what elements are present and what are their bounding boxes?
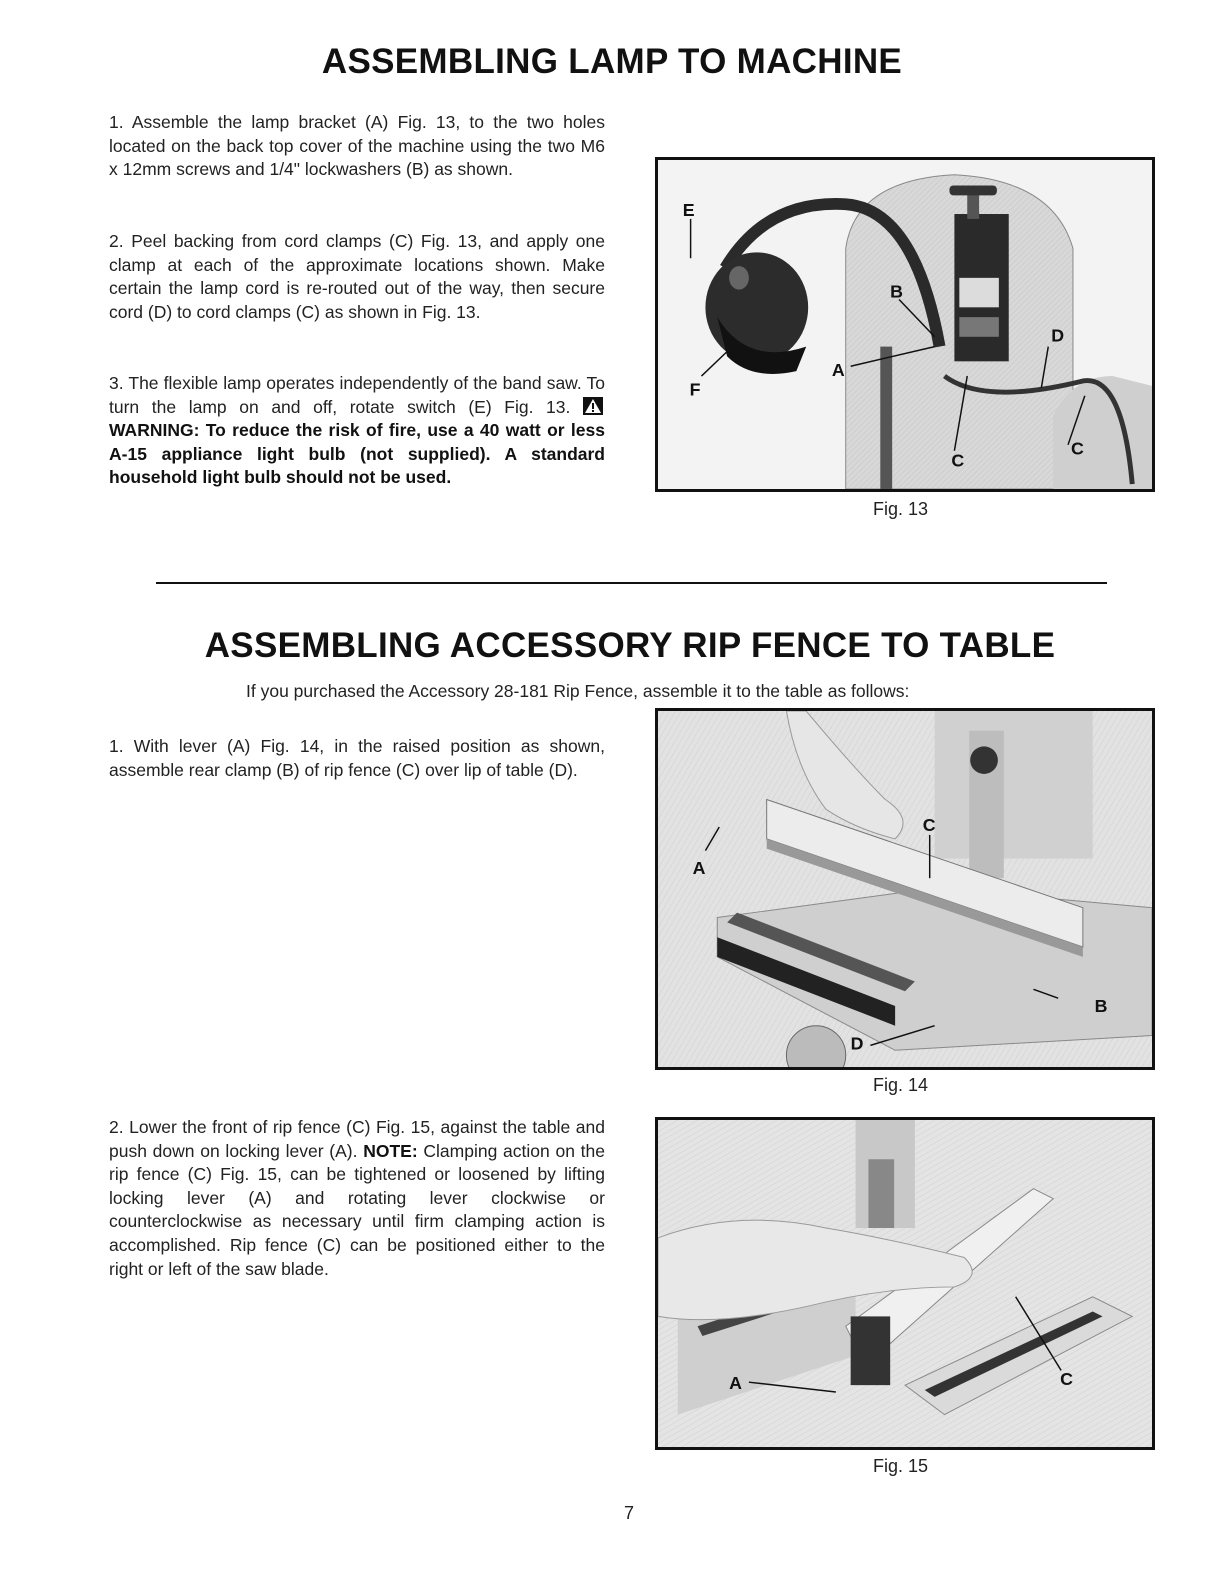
fig15-label-a: A (729, 1373, 742, 1394)
fig13-label-f: F (689, 379, 701, 400)
figure-14-image (655, 708, 1155, 1070)
note-label: NOTE: (363, 1140, 418, 1161)
rip-fence-step-1: 1. With lever (A) Fig. 14, in the raised position as shown, assemble rear clamp (B) of rip fence (C) over lip of table (D). (109, 736, 605, 780)
fig15-label-c: C (1060, 1369, 1073, 1390)
lamp-step-3-text: 3. The flexible lamp operates independently of the band saw. To turn the lamp on and off, rotate switch (E) Fig. 13. (109, 373, 605, 417)
page-number: 7 (624, 1503, 635, 1523)
figure-13-image (655, 157, 1155, 492)
lamp-step-1: 1. Assemble the lamp bracket (A) Fig. 13, to the two holes located on the back top cover of the machine using the two M6 x 12mm screws and 1/4" lockwashers (B) as shown. (109, 112, 605, 180)
fig13-label-d: D (1051, 325, 1065, 346)
warning-icon (583, 397, 603, 415)
section-title-lamp: ASSEMBLING LAMP TO MACHINE (321, 42, 903, 81)
fig13-label-c1: C (951, 450, 965, 471)
rip-fence-note: Clamping action on the rip fence (C) Fig. 15, can be tightened or loosened by lifting locking lever (A) and rotating lever clockwise or counterclockwise as necessary until firm clamping action is accomplished. Rip fence (C) can be positioned either to the right or left of the saw blade. (109, 1140, 605, 1279)
section-divider (156, 582, 1107, 584)
figure-15-caption: Fig. 15 (873, 1456, 929, 1476)
lamp-warning: WARNING: To reduce the risk of fire, use a 40 watt or less A-15 appliance light bulb (not supplied). A standard household light bulb should not be used. (109, 420, 605, 488)
section-title-rip-fence: ASSEMBLING ACCESSORY RIP FENCE TO TABLE (204, 626, 1056, 665)
fig13-label-b: B (890, 281, 904, 302)
fig13-label-c2: C (1070, 438, 1084, 459)
figure-13-caption: Fig. 13 (873, 499, 929, 519)
fig14-label-c: C (922, 815, 936, 835)
lamp-step-3 (109, 372, 605, 490)
fig13-label-e: E (682, 200, 695, 220)
rip-fence-step-2 (109, 1116, 605, 1281)
fig14-label-a: A (692, 858, 706, 879)
rip-fence-intro: If you purchased the Accessory 28-181 Rip Fence, assemble it to the table as follows: (246, 681, 910, 701)
figure-14-caption: Fig. 14 (873, 1075, 929, 1095)
rip-fence-step-2-text: 2. Lower the front of rip fence (C) Fig. 15, against the table and push down on locking lever (A). (109, 1117, 605, 1161)
fig14-label-d: D (850, 1033, 864, 1054)
lamp-step-2: 2. Peel backing from cord clamps (C) Fig. 13, and apply one clamp at each of the approximate locations shown. Make certain the lamp cord is re-routed out of the way, then secure cord (D) to cord clamps (C) as shown in Fig. 13. (109, 231, 605, 322)
fig14-label-b: B (1094, 995, 1108, 1016)
fig13-label-a: A (831, 360, 845, 381)
figure-15-image (655, 1117, 1155, 1450)
